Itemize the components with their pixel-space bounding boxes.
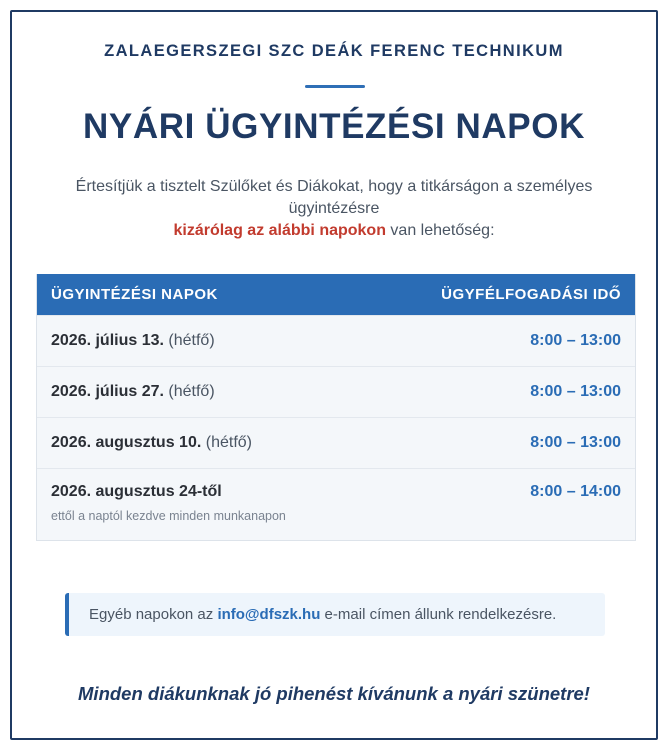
row-date-block: [51, 483, 286, 523]
school-name: ZALAEGERSZEGI SZC DEÁK FERENC TECHNIKUM: [104, 42, 564, 60]
date-value: 2026. augusztus 10.: [51, 434, 202, 451]
column-header-days: ÜGYINTÉZÉSI NAPOK: [51, 286, 218, 303]
office-hours: 8:00 – 13:00: [530, 332, 621, 349]
office-hours: 8:00 – 13:00: [530, 383, 621, 400]
weekday: (hétfő): [163, 383, 215, 400]
info-post: e-mail címen állunk rendelkezésre.: [320, 606, 557, 623]
table-header: [37, 274, 635, 315]
info-text: [89, 606, 556, 623]
email-link[interactable]: info@dfszk.hu: [217, 606, 321, 623]
page-title: NYÁRI ÜGYINTÉZÉSI NAPOK: [83, 107, 585, 146]
office-hours: 8:00 – 13:00: [530, 434, 621, 451]
date-value: 2026. augusztus 24-től: [51, 483, 222, 500]
schedule-table: [36, 274, 636, 541]
date-value: 2026. július 13.: [51, 332, 164, 349]
intro-highlight: kizárólag az alábbi napokon: [173, 222, 386, 239]
weekday: (hétfő): [201, 434, 252, 451]
table-row: [37, 468, 635, 540]
row-note: ettől a naptól kezdve minden munkanapon: [51, 509, 286, 523]
office-hours: 8:00 – 14:00: [530, 483, 621, 500]
notice-frame: [10, 10, 658, 740]
weekday: (hétfő): [163, 332, 215, 349]
intro-tail: van lehetőség:: [385, 222, 495, 239]
info-box: [65, 593, 605, 636]
column-header-time: ÜGYFÉLFOGADÁSI IDŐ: [441, 286, 621, 303]
intro-text: [72, 176, 596, 242]
closing-message: Minden diákunknak jó pihenést kívánunk a nyári szünetre!: [78, 683, 590, 704]
date-value: 2026. július 27.: [51, 383, 164, 400]
row-date: [51, 383, 215, 401]
row-date: [51, 434, 252, 452]
table-row: [37, 417, 635, 468]
title-divider: [305, 85, 365, 88]
intro-line: Értesítjük a tisztelt Szülőket és Diákokat, hogy a titkárságon a személyes ügyintézésre: [75, 178, 593, 217]
table-row: [37, 366, 635, 417]
table-row: [37, 315, 635, 366]
info-pre: Egyéb napokon az: [89, 606, 218, 623]
row-date: [51, 332, 215, 350]
row-date: [51, 483, 286, 501]
